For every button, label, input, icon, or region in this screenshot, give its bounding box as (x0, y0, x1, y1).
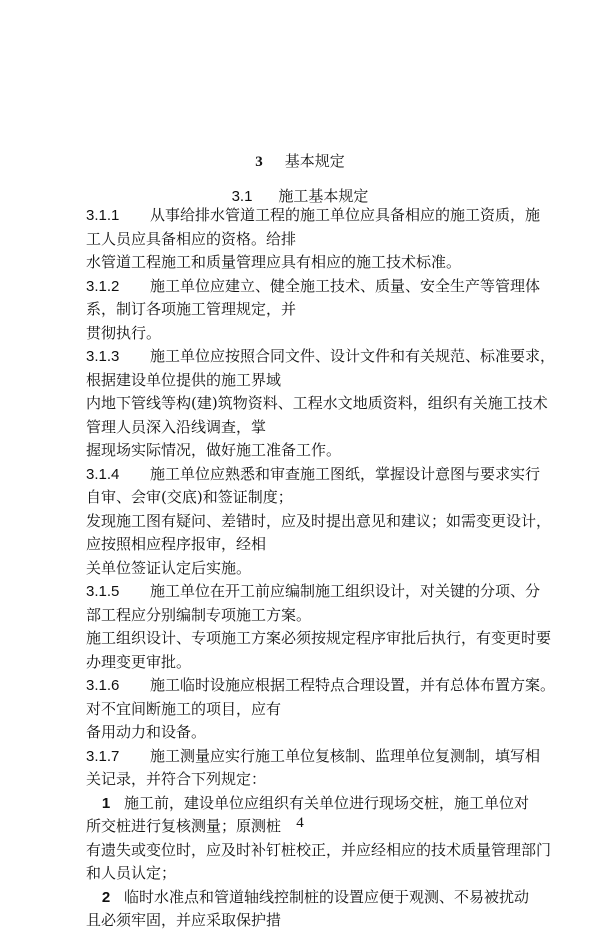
clause-3-1-7 (86, 745, 556, 769)
list-item-2 (86, 886, 556, 910)
clause-3-1-3 (86, 345, 556, 369)
text-line: 自审、会审(交底)和签证制度； (86, 488, 293, 506)
item-text: 施工前，建设单位应组织有关单位进行现场交桩，施工单位对 (124, 793, 530, 812)
text-line: 贯彻执行。 (86, 323, 162, 342)
item-number: 1 (101, 794, 111, 812)
text-line: 系，制订各项施工管理规定，并 (86, 300, 297, 318)
clause-3-1-2 (86, 275, 556, 299)
clause-3-1-6 (86, 674, 556, 698)
section-number: 3.1 (231, 188, 253, 205)
text-line: 有遗失或变位时，应及时补钉桩校正，并应经相应的技术质量管理部门 (86, 840, 552, 859)
text-line: 部工程应分别编制专项施工方案。 (86, 605, 312, 624)
item-number: 2 (101, 888, 111, 906)
text-line: 办理变更审批。 (86, 652, 192, 671)
clause-text: 施工单位在开工前应编制施工组织设计，对关键的分项、分 (150, 582, 541, 600)
text-line: 对不宜间断施工的项目，应有 (86, 699, 282, 718)
chapter-title: 基本规定 (284, 152, 345, 170)
clause-number: 3.1.2 (86, 277, 120, 295)
text-line: 关记录，并符合下列规定： (86, 770, 267, 788)
text-line: 施工组织设计、专项施工方案必须按规定程序审批后执行，有变更时要 (86, 629, 552, 647)
clause-text: 施工临时设施应根据工程特点合理设置，并有总体布置方案。 (150, 676, 556, 694)
text-line: 管理人员深入沿线调查，掌 (86, 417, 267, 436)
item-text: 临时水准点和管道轴线控制桩的设置应便于观测、不易被扰动 (124, 887, 530, 906)
clause-text: 施工单位应建立、健全施工技术、质量、安全生产等管理体 (150, 276, 541, 295)
text-line: 和人员认定； (86, 864, 177, 882)
text-line: 应按照相应程序报审，经相 (86, 535, 267, 553)
text-line: 且必须牢固，并应采取保护措 (86, 911, 282, 929)
clause-number: 3.1.4 (86, 465, 120, 483)
section-heading (0, 185, 600, 206)
clause-number: 3.1.1 (86, 207, 120, 224)
clause-number: 3.1.5 (86, 583, 120, 600)
clause-number: 3.1.3 (86, 348, 120, 365)
text-line: 关单位签证认定后实施。 (86, 558, 252, 577)
chapter-heading (0, 150, 600, 171)
text-line: 发现施工图有疑问、差错时，应及时提出意见和建议；如需变更设计， (86, 511, 552, 530)
clause-3-1-5 (86, 580, 556, 604)
text-line: 工人员应具备相应的资格。给排 (86, 229, 297, 248)
clause-3-1-4 (86, 463, 556, 487)
text-line: 备用动力和设备。 (86, 723, 207, 741)
text-line: 根据建设单位提供的施工界域 (86, 370, 282, 389)
clause-number: 3.1.7 (86, 747, 120, 765)
clause-text: 施工单位应按照合同文件、设计文件和有关规范、标准要求， (150, 347, 556, 365)
clause-3-1-1 (86, 204, 556, 228)
clause-text: 施工测量应实行施工单位复核制、监理单位复测制，填写相 (150, 746, 541, 765)
text-line: 所交桩进行复核测量；原测桩 (86, 817, 282, 835)
clause-text: 从事给排水管道工程的施工单位应具备相应的施工资质，施 (150, 206, 541, 224)
chapter-number: 3 (255, 154, 263, 170)
clause-text: 施工单位应熟悉和审查施工图纸，掌握设计意图与要求实行 (150, 464, 541, 483)
list-item-1 (86, 792, 556, 816)
text-line: 水管道工程施工和质量管理应具有相应的施工技术标准。 (86, 253, 462, 271)
section-title: 施工基本规定 (278, 187, 369, 205)
page-number: 4 (296, 815, 304, 831)
text-line: 内地下管线等构(建)筑物资料、工程水文地质资料，组织有关施工技术 (86, 394, 548, 412)
clause-number: 3.1.6 (86, 677, 120, 694)
text-line: 握现场实际情况，做好施工准备工作。 (86, 441, 342, 459)
